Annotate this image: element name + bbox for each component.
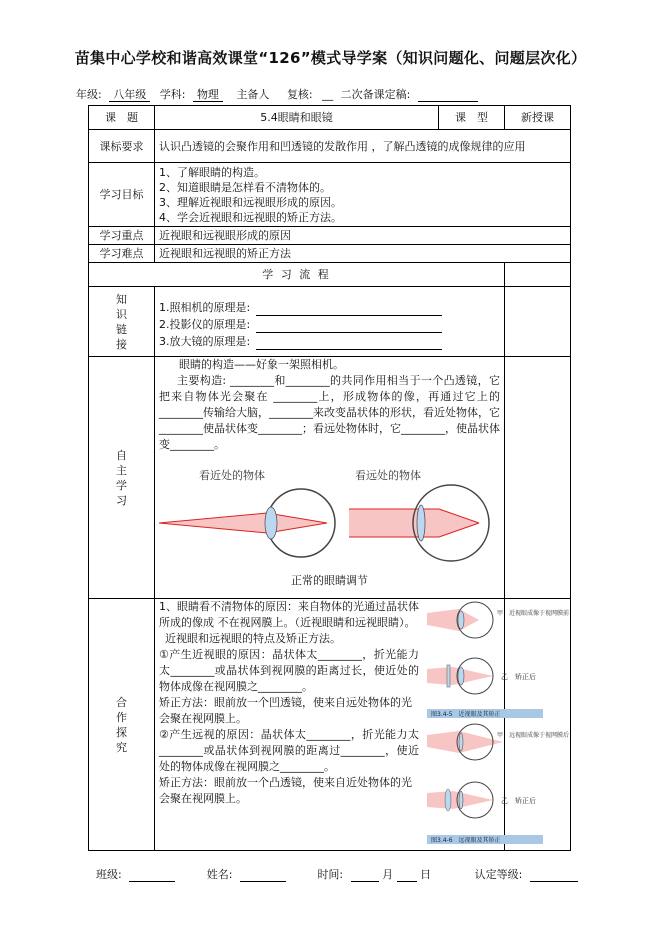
link-item: 3.放大镜的原理是: bbox=[159, 333, 500, 350]
svg-text:图3.4-5 近视眼及其矫正: 图3.4-5 近视眼及其矫正 bbox=[431, 711, 501, 718]
name-label: 姓名: bbox=[206, 868, 233, 881]
month-label: 月 bbox=[382, 868, 394, 881]
flow-heading: 学 习 流 程 bbox=[89, 263, 505, 287]
goals-list bbox=[155, 163, 571, 227]
goal-item: 2、知道眼睛是怎样看不清物体的。 bbox=[159, 180, 331, 194]
type-value: 新授课 bbox=[505, 106, 571, 130]
class-label: 班级: bbox=[96, 868, 122, 881]
coop-paragraph: 近视眼和远视眼的特点及矫正方法。 bbox=[165, 632, 341, 645]
link-items bbox=[155, 287, 505, 357]
key-value: 近视眼和远视眼形成的原因 bbox=[155, 227, 571, 245]
svg-text:甲 近视眼成像于视网膜前: 甲 近视眼成像于视网膜前 bbox=[497, 610, 570, 617]
svg-text:乙 矫正后: 乙 矫正后 bbox=[501, 797, 536, 805]
preparer-label: 主备人 bbox=[236, 88, 270, 101]
day-blank bbox=[397, 869, 417, 882]
coop-text bbox=[159, 599, 419, 807]
self-label: 自 主 学 习 bbox=[89, 357, 155, 599]
standard-label: 课标要求 bbox=[89, 130, 155, 163]
fig-far-label: 看远处的物体 bbox=[355, 469, 421, 482]
name-blank bbox=[240, 869, 286, 882]
goal-item: 3、理解近视眼和远视眼形成的原因。 bbox=[159, 195, 342, 209]
grade-value: 八年级 bbox=[109, 89, 150, 102]
link-item: 1.照相机的原理是: bbox=[159, 299, 500, 316]
goal-item: 1、了解眼睛的构造。 bbox=[159, 165, 265, 179]
eye-figures bbox=[159, 453, 500, 571]
type-label: 课 型 bbox=[439, 106, 505, 130]
coop-paragraph: 1、眼睛看不清物体的原因：来自物体的光通过晶状体所成的像成 不在视网膜上。（近视眼睛和远视眼睛）。 bbox=[159, 600, 419, 629]
subject-value: 物理 bbox=[193, 89, 223, 102]
svg-text:图3.4-6 远视眼及其矫正: 图3.4-6 远视眼及其矫正 bbox=[431, 837, 501, 844]
second-label: 二次备课定稿: bbox=[340, 88, 411, 101]
subject-label: 学科: bbox=[159, 88, 186, 101]
coop-label: 合 作 探 究 bbox=[89, 599, 155, 851]
self-text-body: 主要构造: ________和________的共同作用相当于一个凸透镜，它把来自物体光会聚在 ________上，形成物体的像，再通过它上的________传输给大脑，________来改变晶状体的形状，看近处物体，它________使晶状体变________；看远处物体时，它________，使晶状体变________。 bbox=[159, 374, 500, 451]
reviewer-value: __ bbox=[322, 88, 334, 101]
goal-item: 4、学会近视眼和远视眼的矫正方法。 bbox=[159, 210, 342, 224]
fig-near-label: 看近处的物体 bbox=[199, 469, 265, 482]
fig-caption: 正常的眼睛调节 bbox=[291, 574, 368, 587]
page-title: 苗集中心学校和谐高效课堂“126”模式导学案（知识问题化、问题层次化） bbox=[74, 49, 587, 67]
eye-adjust-diagram bbox=[159, 465, 509, 561]
lesson-table bbox=[88, 105, 571, 851]
self-study bbox=[155, 357, 505, 599]
svg-text:乙 矫正后: 乙 矫正后 bbox=[501, 673, 536, 681]
footer-row bbox=[96, 866, 578, 882]
coop-paragraph: 矫正方法：眼前放一个凹透镜，使来自远处物体的光会聚在视网膜上。 bbox=[159, 696, 412, 725]
key-label: 学习重点 bbox=[89, 227, 155, 245]
time-label: 时间: bbox=[317, 868, 344, 881]
topic-value: 5.4眼睛和眼镜 bbox=[155, 106, 439, 130]
goals-label: 学习目标 bbox=[89, 163, 155, 227]
month-blank bbox=[351, 869, 379, 882]
myopia-hyperopia-diagram bbox=[427, 601, 570, 847]
meta-row bbox=[76, 86, 478, 102]
grade-label: 年级: bbox=[76, 88, 102, 101]
difficulty-value: 近视眼和远视眼的矫正方法 bbox=[155, 245, 571, 263]
flow-empty bbox=[505, 263, 571, 287]
reviewer-label: 复核: bbox=[286, 88, 313, 101]
grade-level-blank bbox=[530, 869, 578, 882]
topic-label: 课 题 bbox=[89, 106, 155, 130]
standard-value: 认识凸透镜的会聚作用和凹透镜的发散作用 ，了解凸透镜的成像规律的应用 bbox=[155, 130, 571, 163]
second-blank bbox=[418, 89, 478, 102]
day-label: 日 bbox=[420, 868, 432, 881]
coop-paragraph: ②产生远视的原因：晶状体太________，折光能力太________或晶状体到视网膜的距离过________，使近处的物体成像在视网膜之________。 bbox=[159, 728, 419, 773]
coop-paragraph: 矫正方法：眼前放一个凸透镜，使来自近处物体的光会聚在视网膜上。 bbox=[159, 776, 412, 805]
difficulty-label: 学习难点 bbox=[89, 245, 155, 263]
self-text-intro: 眼睛的构造——好象一架照相机。 bbox=[179, 358, 344, 371]
grade-level-label: 认定等级: bbox=[474, 868, 523, 881]
coop-paragraph: ①产生近视眼的原因：晶状体太________，折光能力太________或晶状体到视网膜的距离过长，使近处的物体成像在视网膜之________。 bbox=[159, 648, 419, 693]
svg-text:甲 远视眼成像于视网膜后: 甲 远视眼成像于视网膜后 bbox=[497, 732, 570, 739]
link-item: 2.投影仪的原理是: bbox=[159, 316, 500, 333]
coop-study bbox=[155, 599, 570, 851]
link-label: 知 识 链 接 bbox=[89, 287, 155, 357]
class-blank bbox=[129, 869, 175, 882]
